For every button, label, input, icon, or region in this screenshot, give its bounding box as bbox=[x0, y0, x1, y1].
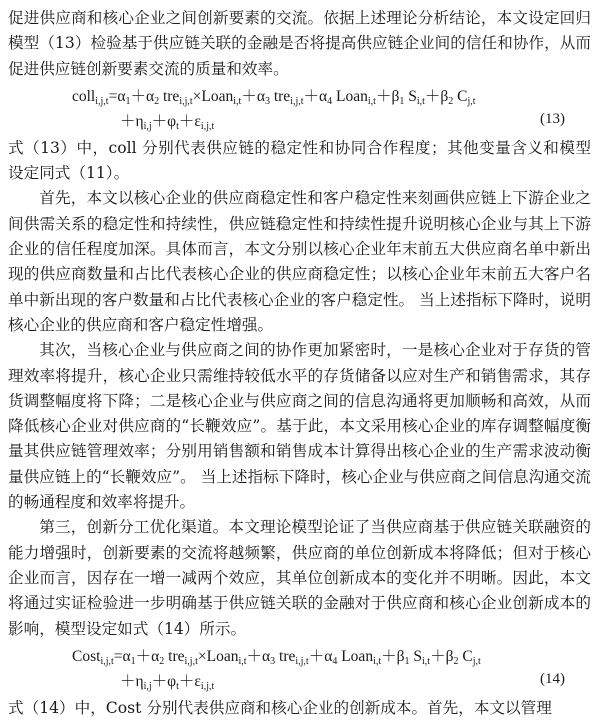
paragraph-1: 促进供应商和核心企业之间创新要素的交流。依据上述理论分析结论，本文设定回归模型（13）检验基于供应链关联的金融是否将提高供应链企业间的信任和协作，从而促进供应链创新要素交流的质量和效率。 bbox=[8, 9, 591, 78]
equation-13-line-1: $coll_{i,j,t}=\alpha_1+\alpha_2$ $tre_{i,j,t}\times Loan_{i,t}+\alpha_3$ $tre_{i,j,t}+\alpha_4$ $Loan_{i,t}+\beta_1$ $S_{i,t}+\beta_2$ $C_{j,t}$ bbox=[72, 87, 476, 107]
equation-14-line-1: $Cost_{i,j,t}=\alpha_1+\alpha_2$ $tre_{i,j,t}\times Loan_{i,t}+\alpha_3$ $tre_{i,j,t}+\alpha_4$ $Loan_{i,t}+\beta_1$ $S_{i,t}+\beta_2$ $C_{j,t}$ bbox=[72, 647, 481, 667]
equation-14-line-2: $+\eta_{i,j}+\varphi_t+\varepsilon_{i,j,t}$ bbox=[120, 672, 215, 692]
equation-14 bbox=[8, 644, 591, 694]
paragraph-2: 式（13）中，coll 分别代表供应链的稳定性和协同合作程度；其他变量含义和模型设定同式（11）。 bbox=[8, 138, 591, 183]
paragraph-4: 其次，当核心企业与供应商之间的协作更加紧密时，一是核心企业对于存货的管理效率将提升，核心企业只需维持较低水平的存货储备以应对生产和销售需求，其存货调整幅度将下降；二是核心企业与供应商之间的信息沟通将更加顺畅和高效，从而降低核心企业对供应商的“长鞭效应”。基于此，本文采用核心企业的库存调整幅度衡量其供应链管理效率；分别用销售额和销售成本计算得出核心企业的生产需求波动衡量供应链上的“长鞭效应”。 当上述指标下降时，核心企业与供应商之间信息沟通交流的畅通程度和效率将提升。 bbox=[8, 341, 591, 512]
equation-13-line-2: $+\eta_{i,j}+\varphi_t+\varepsilon_{i,j,t}$ bbox=[120, 112, 215, 132]
paragraph-3: 首先，本文以核心企业的供应商稳定性和客户稳定性来刻画供应链上下游企业之间供需关系的稳定性和持续性，供应链稳定性和持续性提升说明核心企业与其上下游企业的信任程度加深。具体而言，本文分别以核心企业年末前五大供应商名单中新出现的供应商数量和占比代表核心企业的供应商稳定性；以核心企业年末前五大客户名单中新出现的客户数量和占比代表核心企业的客户稳定性。 当上述指标下降时，说明核心企业的供应商和客户稳定性增强。 bbox=[8, 189, 591, 334]
equation-14-number: (14) bbox=[540, 670, 565, 687]
equation-13-number: (13) bbox=[540, 110, 565, 127]
paragraph-6: 式（14）中，Cost 分别代表供应商和核心企业的创新成本。首先，本文以管理 bbox=[8, 698, 552, 717]
paragraph-5: 第三，创新分工优化渠道。本文理论模型论证了当供应商基于供应链关联融资的能力增强时，创新要素的交流将越频繁，供应商的单位创新成本将降低；但对于核心企业而言，因存在一增一减两个效应，其单位创新成本的变化并不明晰。因此，本文将通过实证检验进一步明确基于供应链关联的金融对于供应商和核心企业创新成本的影响，模型设定如式（14）所示。 bbox=[8, 518, 591, 638]
equation-13 bbox=[8, 84, 591, 134]
